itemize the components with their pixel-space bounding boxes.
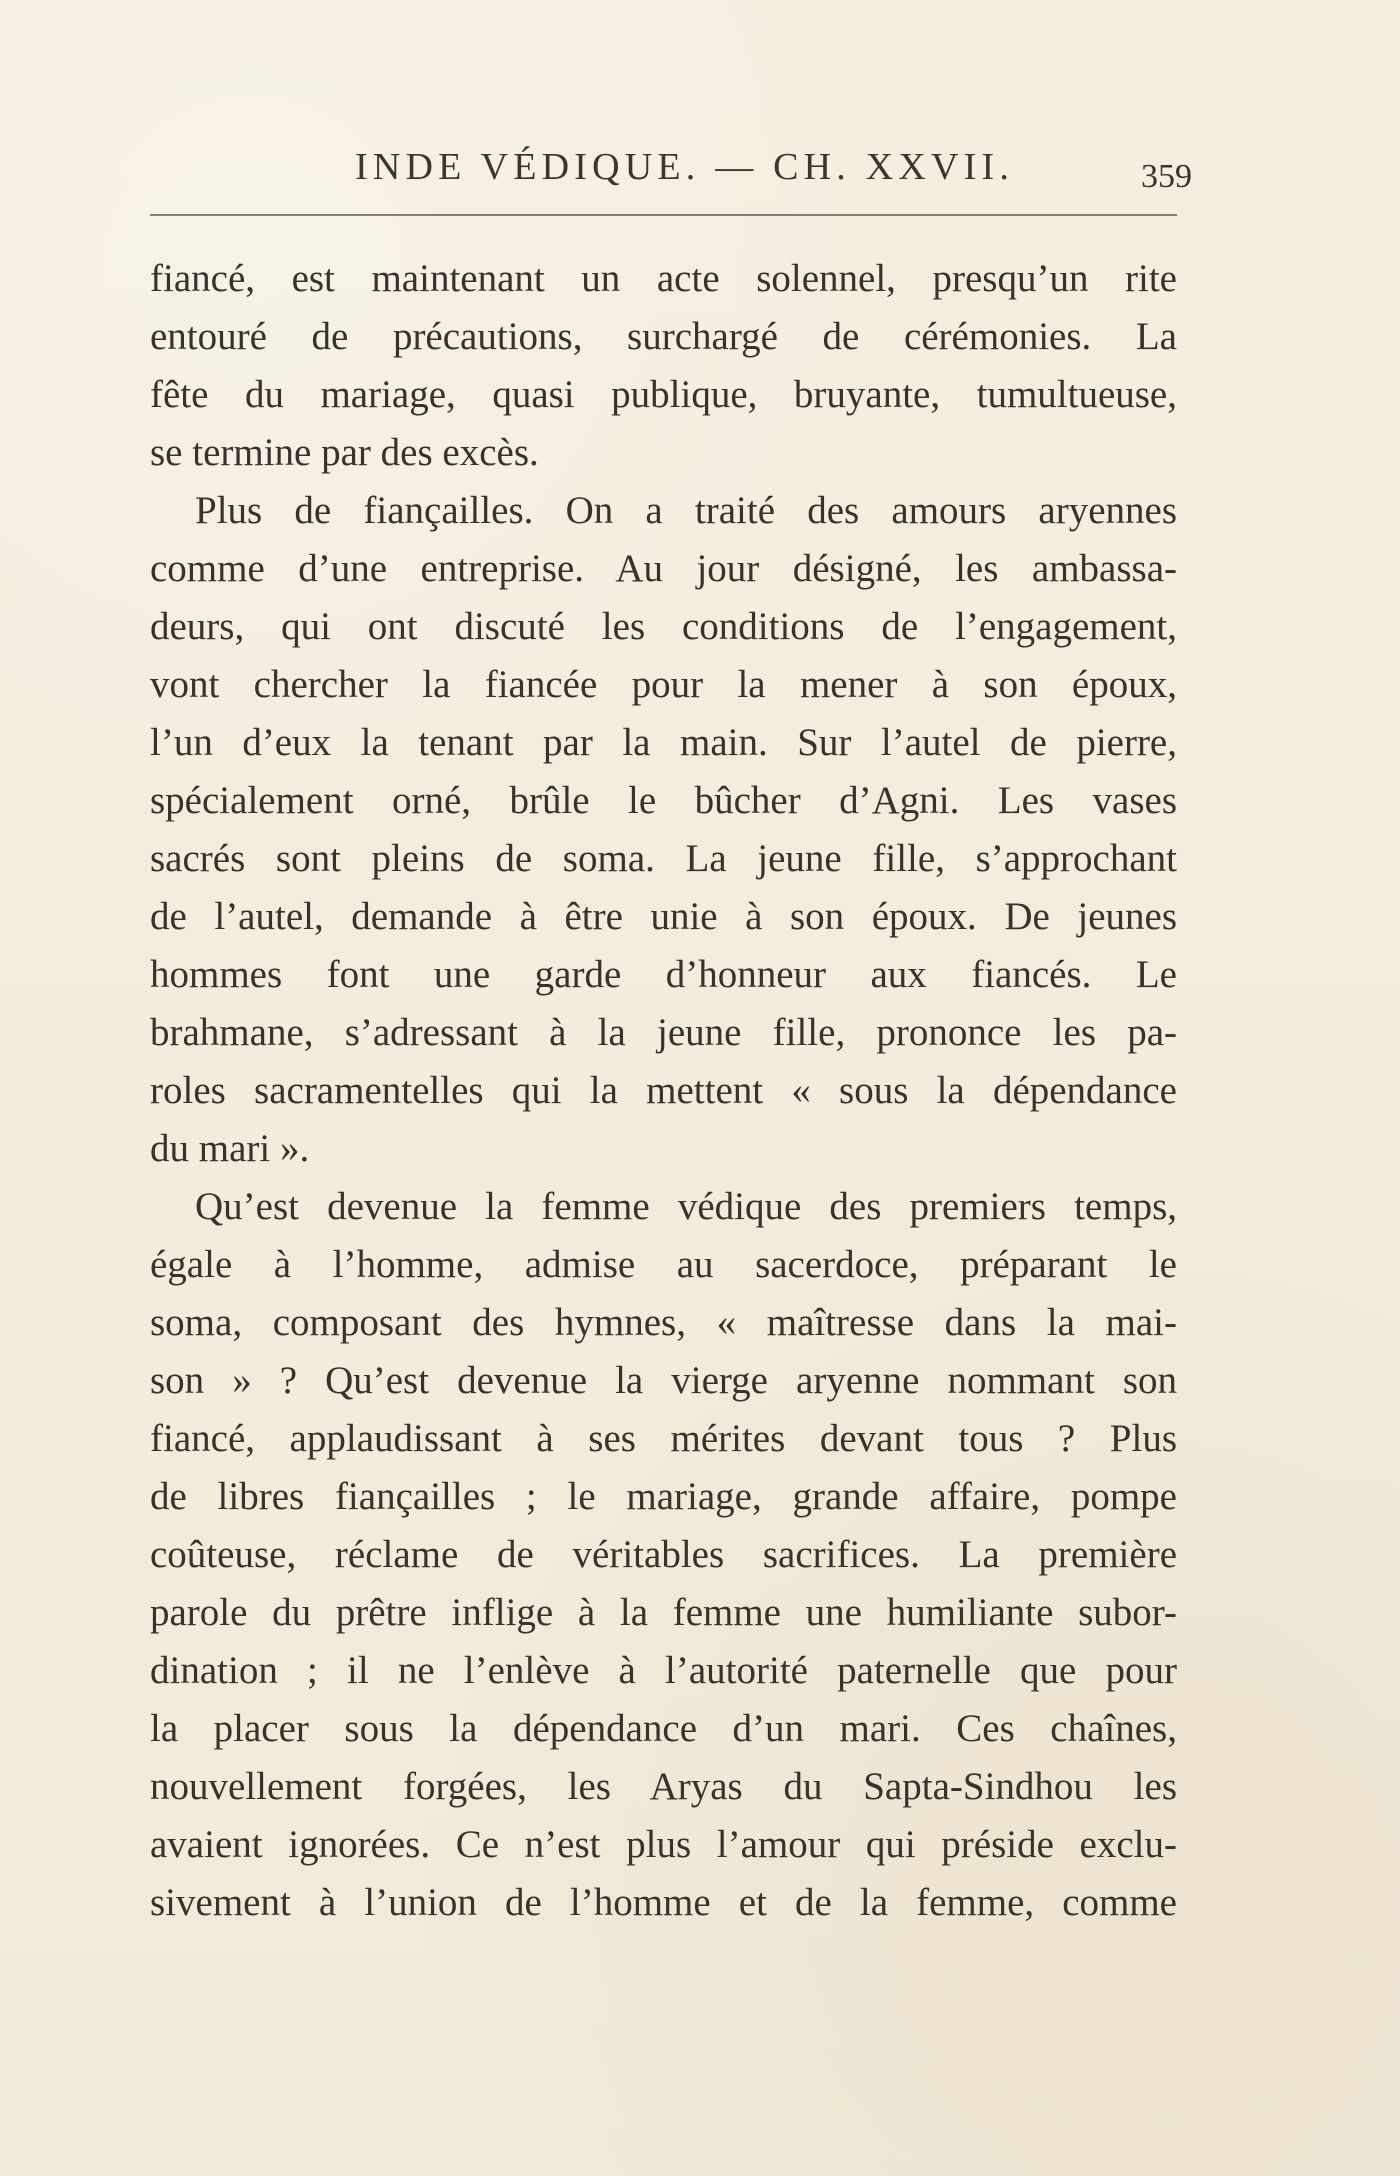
text-line: de l’autel, demande à être unie à son époux. De jeunes bbox=[150, 895, 1177, 938]
text-line: brahmane, s’adressant à la jeune fille, prononce les pa- bbox=[150, 1011, 1177, 1054]
text-line: fiancé, applaudissant à ses mérites devant tous ? Plus bbox=[150, 1417, 1177, 1460]
header-rule bbox=[150, 214, 1177, 216]
text-line: son » ? Qu’est devenue la vierge aryenne nommant son bbox=[150, 1359, 1177, 1402]
text-line: parole du prêtre inflige à la femme une humiliante subor- bbox=[150, 1591, 1177, 1634]
text-line: l’un d’eux la tenant par la main. Sur l’autel de pierre, bbox=[150, 721, 1177, 764]
text-line: de libres fiançailles ; le mariage, grande affaire, pompe bbox=[150, 1475, 1177, 1518]
text-line: égale à l’homme, admise au sacerdoce, préparant le bbox=[150, 1243, 1177, 1286]
text-line: Plus de fiançailles. On a traité des amours aryennes bbox=[195, 489, 1177, 532]
text-line: se termine par des excès. bbox=[150, 431, 539, 474]
text-line: roles sacramentelles qui la mettent « sous la dépendance bbox=[150, 1069, 1177, 1112]
page-number: 359 bbox=[1141, 158, 1192, 195]
text-line: Qu’est devenue la femme védique des premiers temps, bbox=[195, 1185, 1177, 1228]
main-text-block bbox=[150, 250, 1177, 1932]
text-line: deurs, qui ont discuté les conditions de l’engagement, bbox=[150, 605, 1177, 648]
text-line: soma, composant des hymnes, « maîtresse dans la mai- bbox=[150, 1301, 1177, 1344]
text-line: dination ; il ne l’enlève à l’autorité paternelle que pour bbox=[150, 1649, 1177, 1692]
running-header-title: INDE VÉDIQUE. — CH. XXVII. bbox=[355, 146, 1015, 188]
text-line: fête du mariage, quasi publique, bruyante, tumultueuse, bbox=[150, 373, 1177, 416]
text-line: avaient ignorées. Ce n’est plus l’amour qui préside exclu- bbox=[150, 1823, 1177, 1866]
text-line: coûteuse, réclame de véritables sacrifices. La première bbox=[150, 1533, 1177, 1576]
text-line: la placer sous la dépendance d’un mari. Ces chaînes, bbox=[150, 1707, 1177, 1750]
text-line: sacrés sont pleins de soma. La jeune fille, s’approchant bbox=[150, 837, 1177, 880]
text-line: hommes font une garde d’honneur aux fiancés. Le bbox=[150, 953, 1177, 996]
text-line: du mari ». bbox=[150, 1127, 310, 1170]
text-line: vont chercher la fiancée pour la mener à son époux, bbox=[150, 663, 1177, 706]
text-line: spécialement orné, brûle le bûcher d’Agni. Les vases bbox=[150, 779, 1177, 822]
text-line: fiancé, est maintenant un acte solennel, presqu’un rite bbox=[150, 257, 1177, 300]
text-line: entouré de précautions, surchargé de cérémonies. La bbox=[150, 315, 1177, 358]
text-line: comme d’une entreprise. Au jour désigné, les ambassa- bbox=[150, 547, 1177, 590]
text-line: sivement à l’union de l’homme et de la femme, comme bbox=[150, 1881, 1177, 1924]
text-line: nouvellement forgées, les Aryas du Sapta-Sindhou les bbox=[150, 1765, 1177, 1808]
